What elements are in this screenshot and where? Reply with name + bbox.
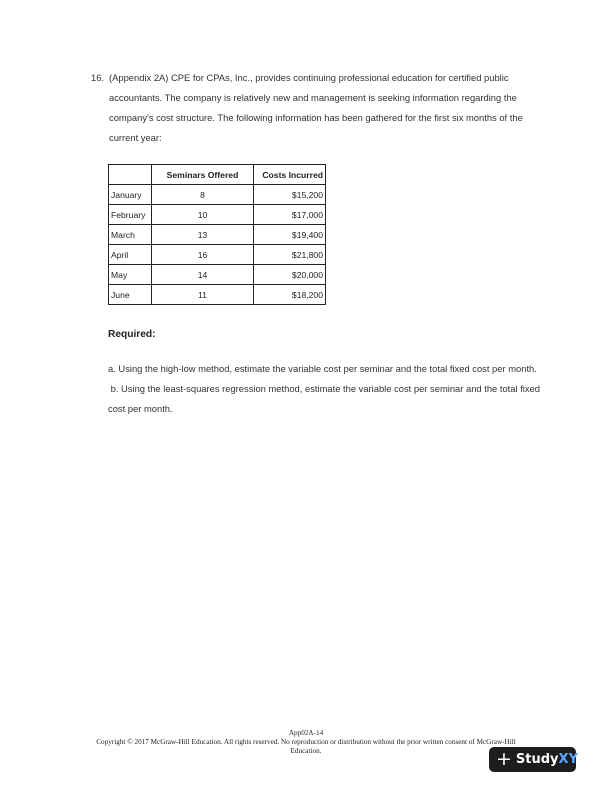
costs-cell: $19,400 xyxy=(254,225,326,245)
seminars-cell: 16 xyxy=(152,245,254,265)
table-header-row xyxy=(109,165,326,185)
plus-icon: + xyxy=(496,748,512,770)
seminars-cell: 11 xyxy=(152,285,254,305)
costs-cell: $18,200 xyxy=(254,285,326,305)
seminars-cell: 13 xyxy=(152,225,254,245)
table-row xyxy=(109,225,326,245)
problem-statement xyxy=(91,68,546,148)
page-number: App02A-14 xyxy=(288,729,324,737)
required-parts xyxy=(108,359,548,419)
part-b: b. Using the least-squares regression method, estimate the variable cost per seminar and the total fixed cost per month. xyxy=(108,383,540,414)
costs-cell: $20,000 xyxy=(254,265,326,285)
seminars-cell: 14 xyxy=(152,265,254,285)
month-cell: January xyxy=(109,185,152,205)
month-cell: June xyxy=(109,285,152,305)
table-row xyxy=(109,185,326,205)
costs-cell: $21,800 xyxy=(254,245,326,265)
header-seminars: Seminars Offered xyxy=(152,165,254,185)
month-cell: April xyxy=(109,245,152,265)
table-row xyxy=(109,205,326,225)
costs-cell: $17,000 xyxy=(254,205,326,225)
part-a: a. Using the high-low method, estimate the variable cost per seminar and the total fixed cost per month. xyxy=(108,363,537,374)
brand-main: Study xyxy=(515,752,559,767)
table-row xyxy=(109,285,326,305)
month-cell: February xyxy=(109,205,152,225)
required-heading: Required: xyxy=(108,329,156,340)
copyright-notice: Copyright © 2017 McGraw-Hill Education. All rights reserved. No reproduction or distribution without the prior written consent of McGraw-Hill Education. xyxy=(96,738,516,755)
header-costs: Costs Incurred xyxy=(254,165,326,185)
seminars-cell: 10 xyxy=(152,205,254,225)
seminars-cell: 8 xyxy=(152,185,254,205)
problem-number: 16. xyxy=(91,72,105,83)
month-cell: May xyxy=(109,265,152,285)
table-row xyxy=(109,265,326,285)
costs-cell: $15,200 xyxy=(254,185,326,205)
header-month xyxy=(109,165,152,185)
studyxy-badge[interactable] xyxy=(489,747,576,772)
table-row xyxy=(109,245,326,265)
page-footer xyxy=(90,729,522,756)
brand-name xyxy=(516,752,578,767)
problem-text: (Appendix 2A) CPE for CPAs, Inc., provides continuing professional education for certified public accountants. The company is relatively new and management is seeking information regarding the company's cost structure. The following information has been gathered for the first six months of the current year: xyxy=(109,72,523,143)
brand-accent: XY xyxy=(558,752,578,767)
cost-data-table xyxy=(108,164,326,305)
month-cell: March xyxy=(109,225,152,245)
